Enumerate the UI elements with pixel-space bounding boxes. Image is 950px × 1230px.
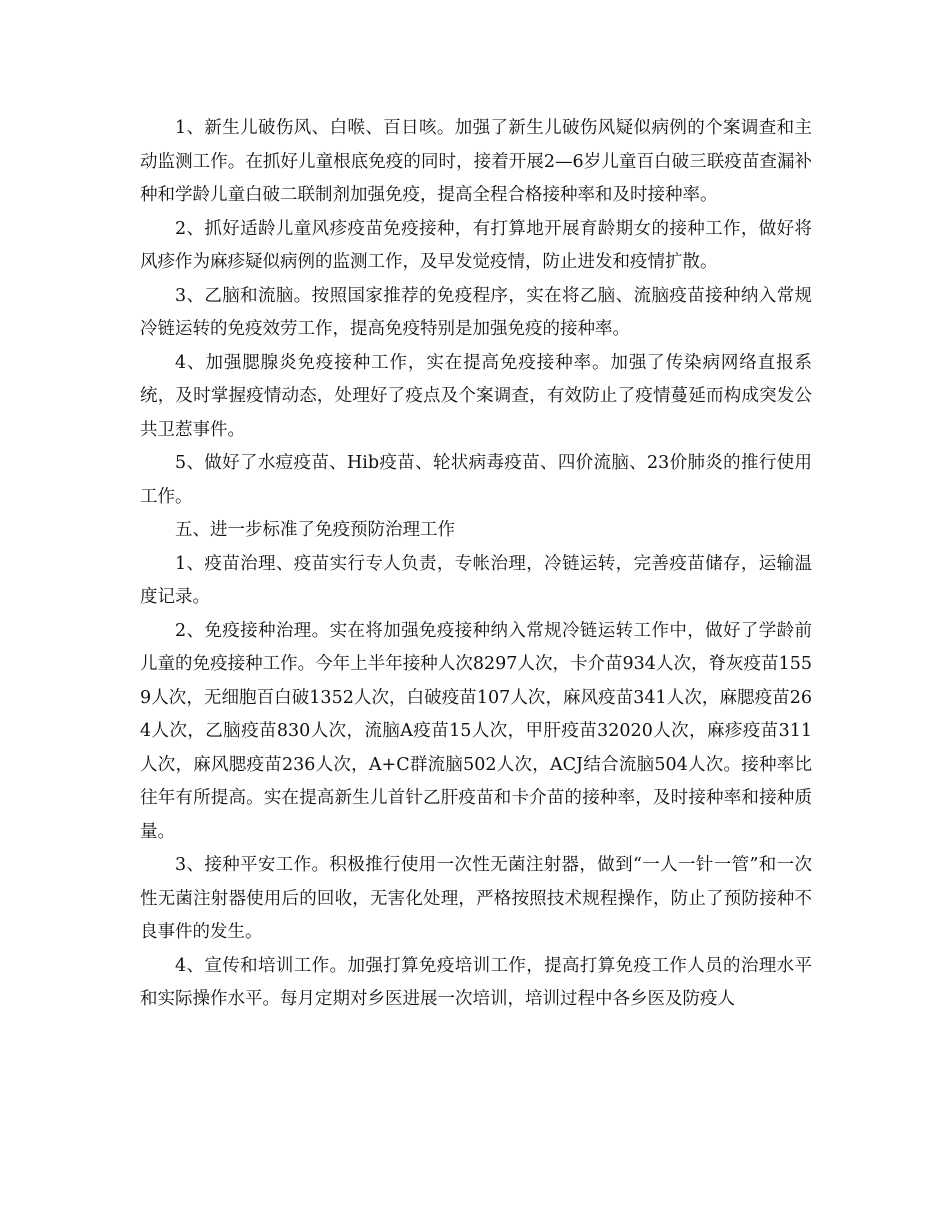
paragraph-vaccine-management: 1、疫苗治理、疫苗实行专人负责，专帐治理，冷链运转，完善疫苗储存，运输温度记录。 (140, 553, 812, 607)
section-heading-management: 五、进一步标准了免疫预防治理工作 (175, 520, 455, 540)
paragraph-neonatal-tetanus: 1、新生儿破伤风、白喉、百日咳。加强了新生儿破伤风疑似病例的个案调查和主动监测工作。在抓好儿童根底免疫的同时，接着开展2—6岁儿童百白破三联疫苗查漏补种和学龄儿童白破二联制剂加强免疫，提高全程合格接种率和及时接种率。 (140, 118, 812, 205)
paragraph-rubella: 2、抓好适龄儿童风疹疫苗免疫接种，有打算地开展育龄期女的接种工作，做好将风疹作为麻疹疑似病例的监测工作，及早发觉疫情，防止进发和疫情扩散。 (140, 218, 812, 272)
paragraph-safety: 3、接种平安工作。积极推行使用一次性无菌注射器，做到“一人一针一管”和一次性无菌注射器使用后的回收，无害化处理，严格按照技术规程操作，防止了预防接种不良事件的发生。 (140, 855, 812, 942)
paragraph-training: 4、宣传和培训工作。加强打算免疫培训工作，提高打算免疫工作人员的治理水平和实际操作水平。每月定期对乡医进展一次培训，培训过程中各乡医及防疫人 (140, 955, 812, 1009)
paragraph-mumps: 4、加强腮腺炎免疫接种工作，实在提高免疫接种率。加强了传染病网络直报系统，及时掌握疫情动态，处理好了疫点及个案调查，有效防止了疫情蔓延而构成突发公共卫惹事件。 (140, 352, 812, 440)
document-page (140, 112, 812, 1017)
paragraph-encephalitis: 3、乙脑和流脑。按照国家推荐的免疫程序，实在将乙脑、流脑疫苗接种纳入常规冷链运转的免疫效劳工作，提高免疫特别是加强免疫的接种率。 (140, 285, 812, 339)
paragraph-immunization-management: 2、免疫接种治理。实在将加强免疫接种纳入常规冷链运转工作中，做好了学龄前儿童的免疫接种工作。今年上半年接种人次8297人次，卡介苗934人次，脊灰疫苗1559人次，无细胞百白破1352人次，白破疫苗107人次，麻风疫苗341人次，麻腮疫苗264人次，乙脑疫苗830人次，流脑A疫苗15人次，甲肝疫苗32020人次，麻疹疫苗311人次，麻风腮疫苗236人次，A+C群流脑502人次，ACJ结合流脑504人次。接种率比往年有所提高。实在提高新生儿首针乙肝疫苗和卡介苗的接种率，及时接种率和接种质量。 (140, 620, 812, 842)
paragraph-vaccine-promotion: 5、做好了水痘疫苗、Hib疫苗、轮状病毒疫苗、四价流脑、23价肺炎的推行使用工作。 (140, 453, 812, 507)
